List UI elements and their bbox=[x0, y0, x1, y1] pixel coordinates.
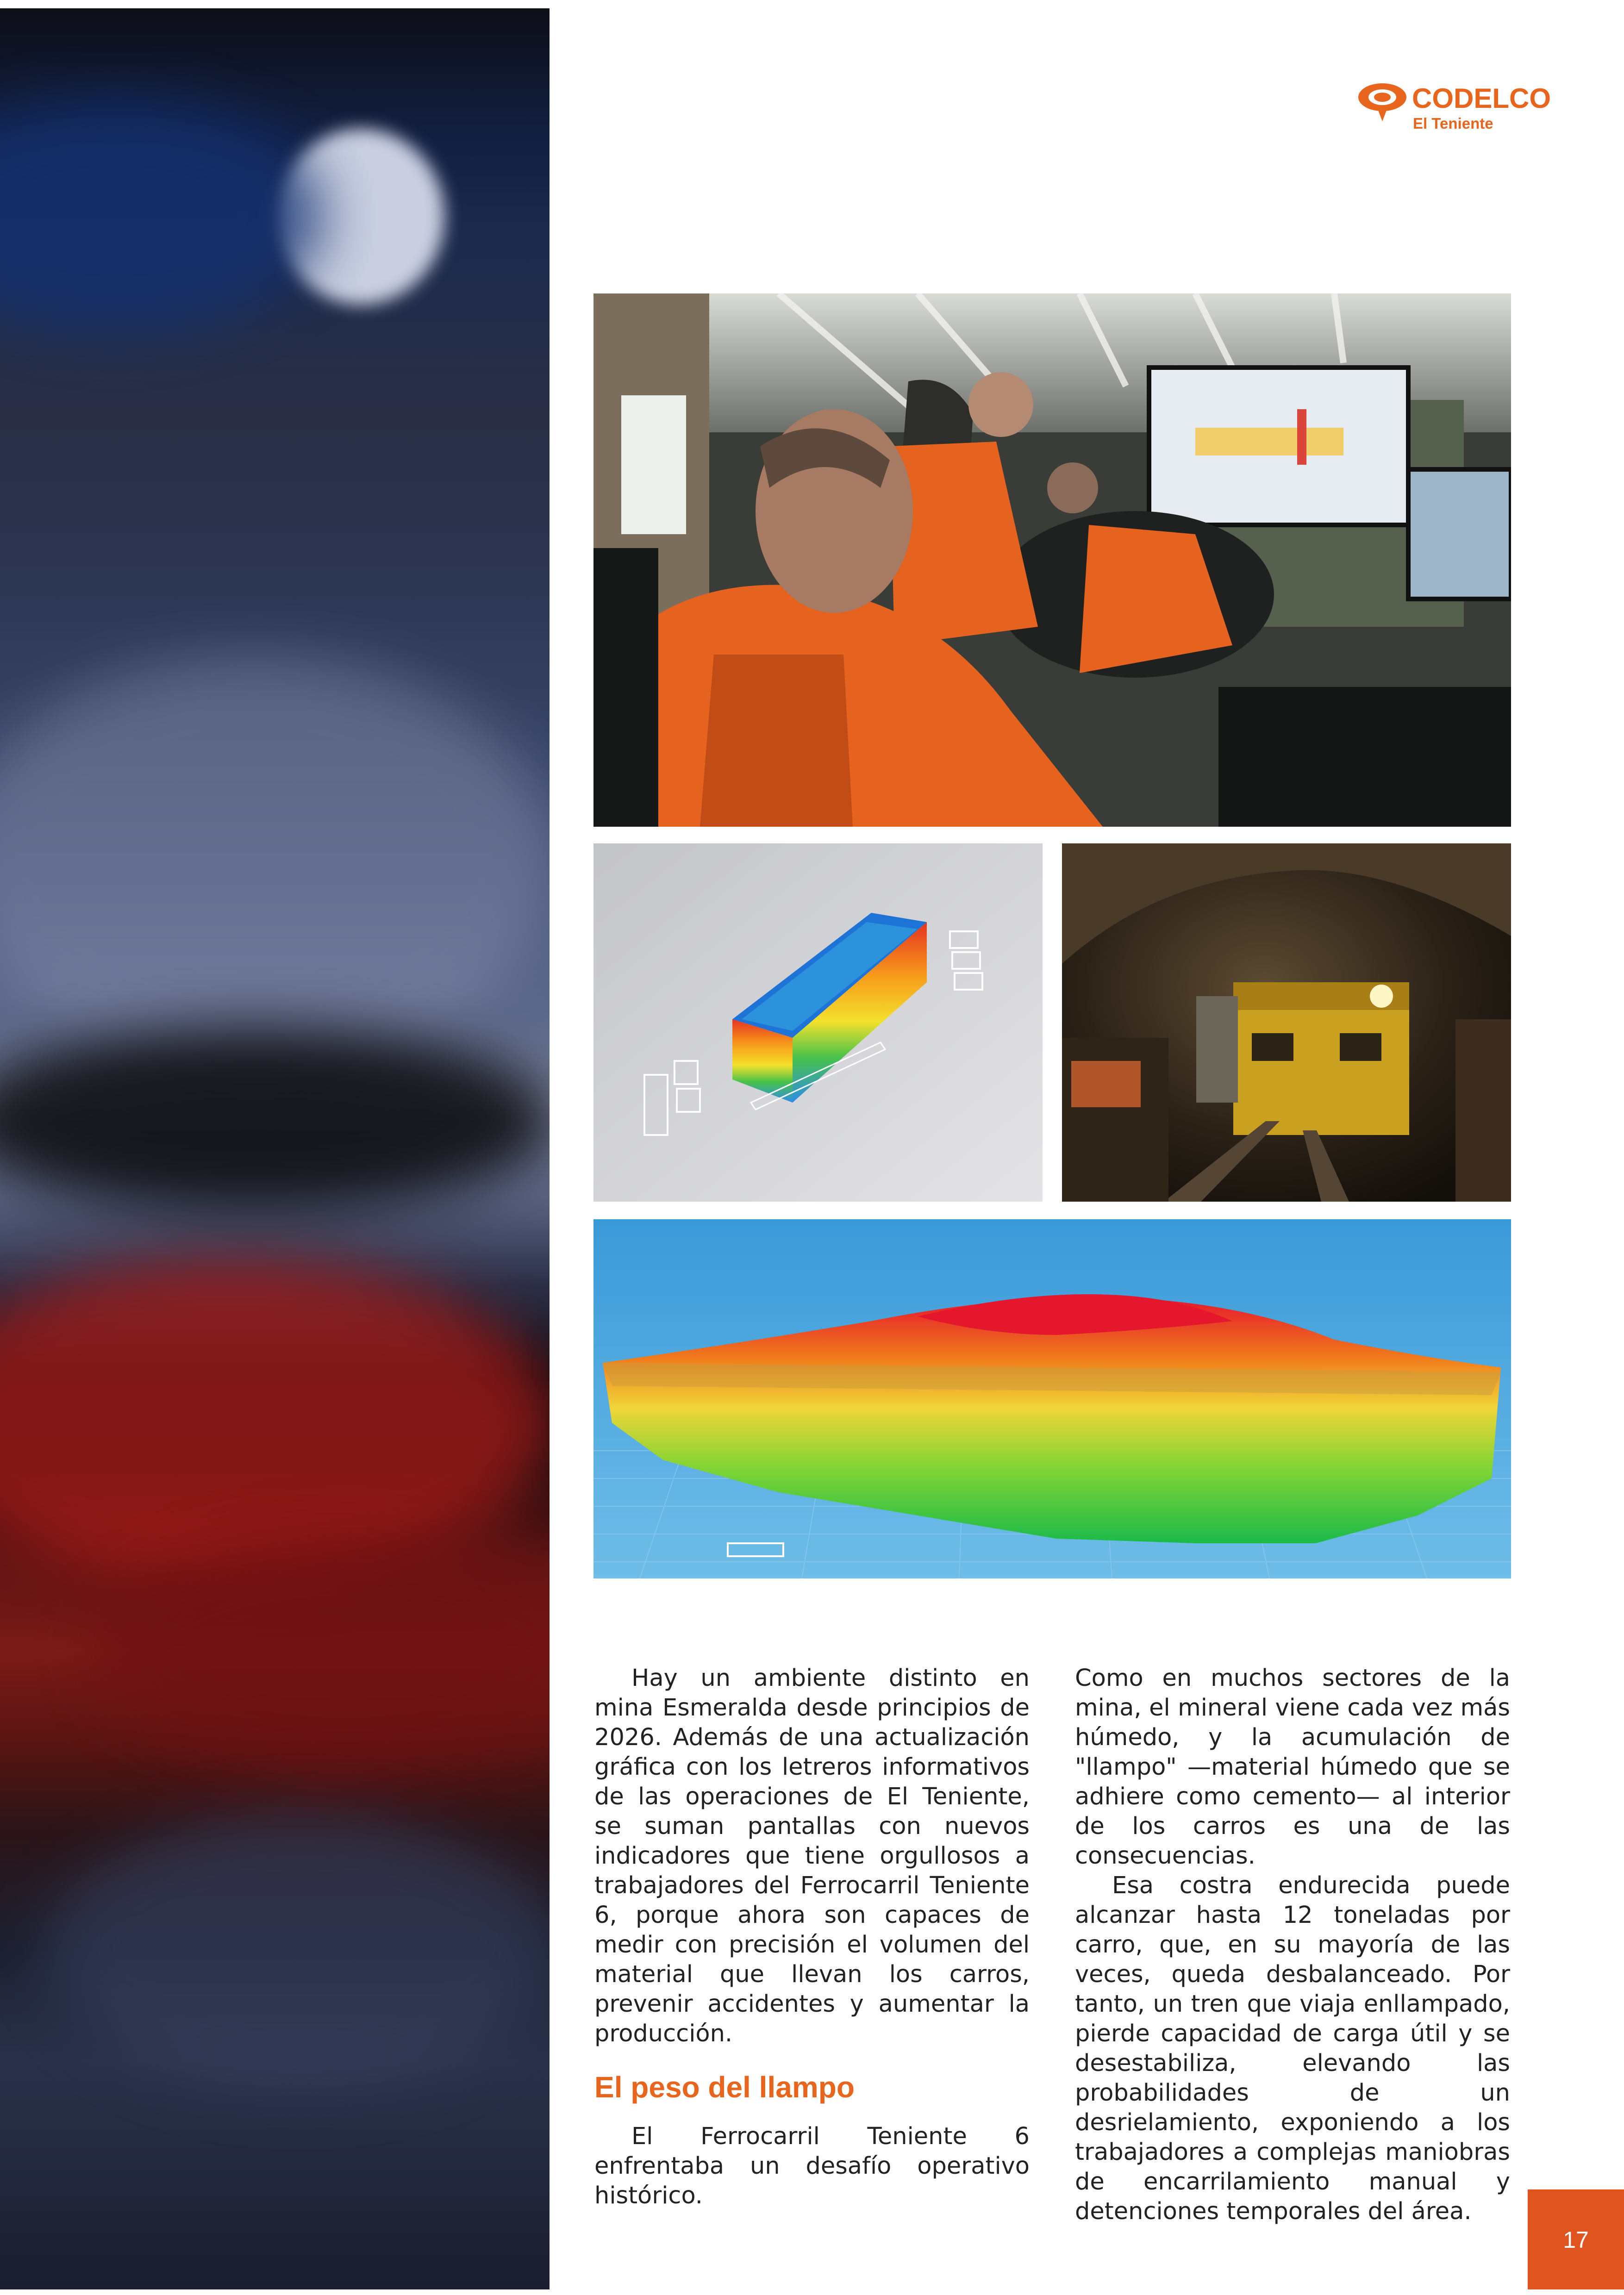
article-paragraph: Esa costra endurecida puede alcanzar hasta 12 toneladas por carro, que, en su mayoría de las veces, queda desbalanceado. Por tanto, un tren que viaja enllampado, pierde capacidad de carga útil y se desestabiliza, elevando las probabilidades de un desrielamiento, exponiendo a los trabajadores a complejas maniobras de encarrilamiento manual y detenciones temporales del área. bbox=[1075, 1872, 1510, 2225]
article-paragraph: Hay un ambiente distinto en mina Esmeralda desde principios de 2026. Además de una actualización gráfica con los letreros informativos de las operaciones de El Teniente, se suman pantallas con nuevos indicadores que tiene orgullosos a trabajadores del Ferrocarril Teniente 6, porque ahora son capaces de medir con precisión el volumen del material que llevan los carros, prevenir accidentes y aumentar la producción. bbox=[594, 1665, 1030, 2047]
photo-underground-locomotive bbox=[1062, 843, 1511, 1202]
brand-name: CODELCO bbox=[1412, 83, 1551, 114]
codelco-logo bbox=[1356, 78, 1560, 133]
left-decorative-photo bbox=[0, 8, 550, 2289]
brand-division: El Teniente bbox=[1413, 115, 1493, 132]
article-column-right bbox=[1075, 1664, 1510, 2226]
article-column-left bbox=[594, 1664, 1030, 2211]
photo-3d-wagon-volume-scan-screen bbox=[593, 843, 1043, 1202]
article-paragraph: El Ferrocarril Teniente 6 enfrentaba un desafío operativo histórico. bbox=[594, 2123, 1030, 2209]
article-paragraph: Como en muchos sectores de la mina, el mineral viene cada vez más húmedo, y la acumulación de "llampo" —material húmedo que se adhiere como cemento— al interior de los carros es una de las consecuencias. bbox=[1075, 1665, 1510, 1870]
page-number-tab bbox=[1528, 2189, 1624, 2289]
photo-control-room-operators bbox=[593, 293, 1511, 827]
photo-3d-heatmap-wagon-load bbox=[593, 1219, 1511, 1578]
section-heading: El peso del llampo bbox=[594, 2070, 855, 2104]
page-number: 17 bbox=[1563, 2227, 1589, 2253]
codelco-logo-icon bbox=[1356, 81, 1408, 122]
